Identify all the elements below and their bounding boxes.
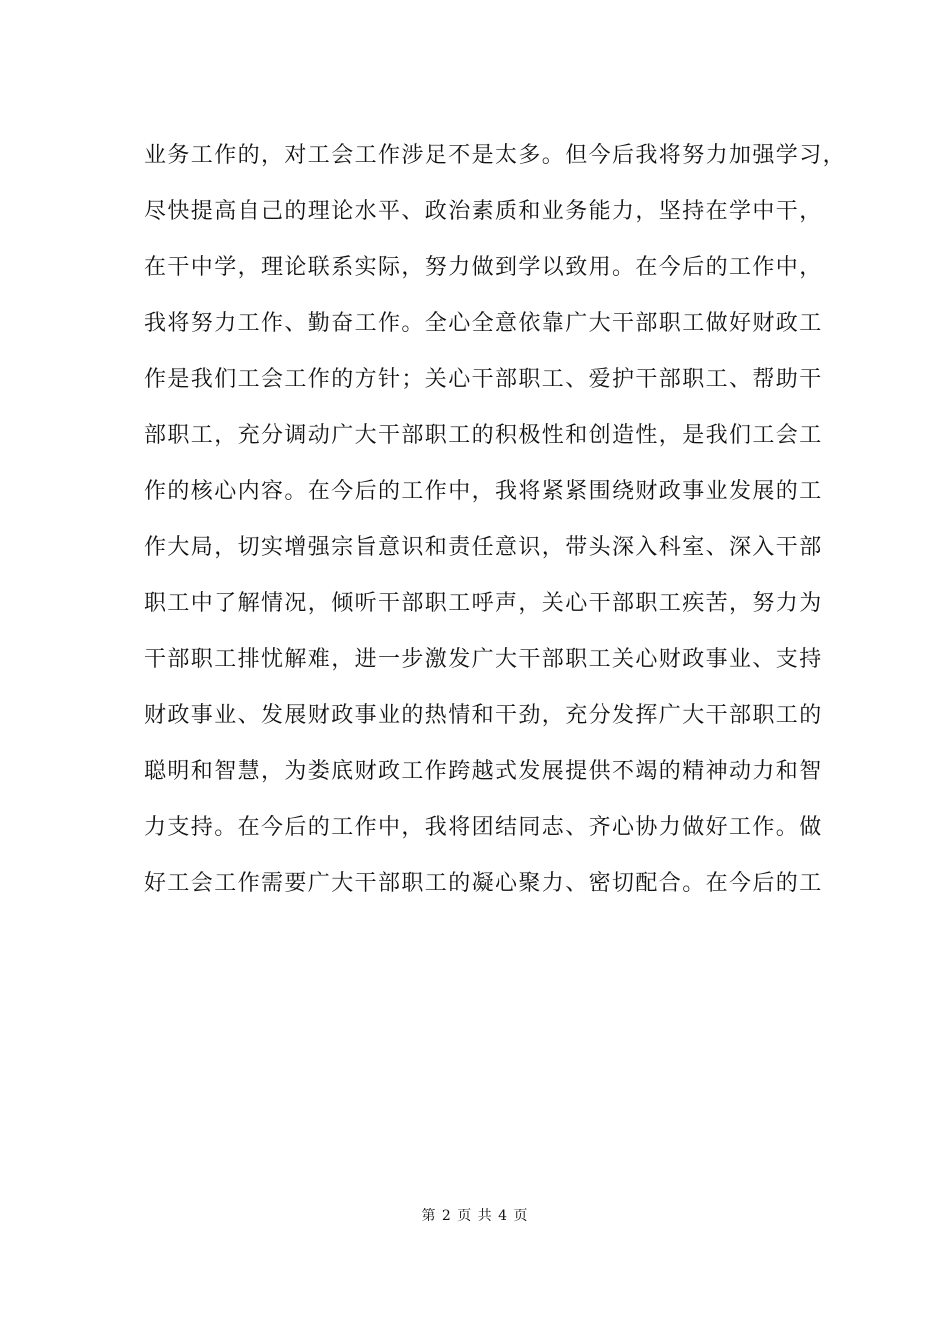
body-text xyxy=(144,134,847,918)
text-line: 作是我们工会工作的方针；关心干部职工、爱护干部职工、帮助干 xyxy=(144,367,823,392)
text-line: 聪明和智慧，为娄底财政工作跨越式发展提供不竭的精神动力和智 xyxy=(144,759,823,784)
text-line: 好工会工作需要广大干部职工的凝心聚力、密切配合。在今后的工 xyxy=(144,871,823,896)
text-line: 干部职工排忧解难，进一步激发广大干部职工关心财政事业、支持 xyxy=(144,647,823,672)
text-line: 作大局，切实增强宗旨意识和责任意识，带头深入科室、深入干部 xyxy=(144,535,823,560)
text-line: 在干中学，理论联系实际，努力做到学以致用。在今后的工作中， xyxy=(144,255,823,280)
text-line: 部职工，充分调动广大干部职工的积极性和创造性，是我们工会工 xyxy=(144,423,823,448)
text-line: 作的核心内容。在今后的工作中，我将紧紧围绕财政事业发展的工 xyxy=(144,479,823,504)
text-line: 我将努力工作、勤奋工作。全心全意依靠广大干部职工做好财政工 xyxy=(144,311,823,336)
text-line: 尽快提高自己的理论水平、政治素质和业务能力，坚持在学中干， xyxy=(144,199,823,224)
text-line: 力支持。在今后的工作中，我将团结同志、齐心协力做好工作。做 xyxy=(144,815,823,840)
text-line: 职工中了解情况，倾听干部职工呼声，关心干部职工疾苦，努力为 xyxy=(144,591,823,616)
text-line: 业务工作的，对工会工作涉足不是太多。但今后我将努力加强学习， xyxy=(144,143,847,168)
text-line: 财政事业、发展财政事业的热情和干劲，充分发挥广大干部职工的 xyxy=(144,703,823,728)
page-footer: 第 2 页 共 4 页 xyxy=(421,1208,529,1224)
